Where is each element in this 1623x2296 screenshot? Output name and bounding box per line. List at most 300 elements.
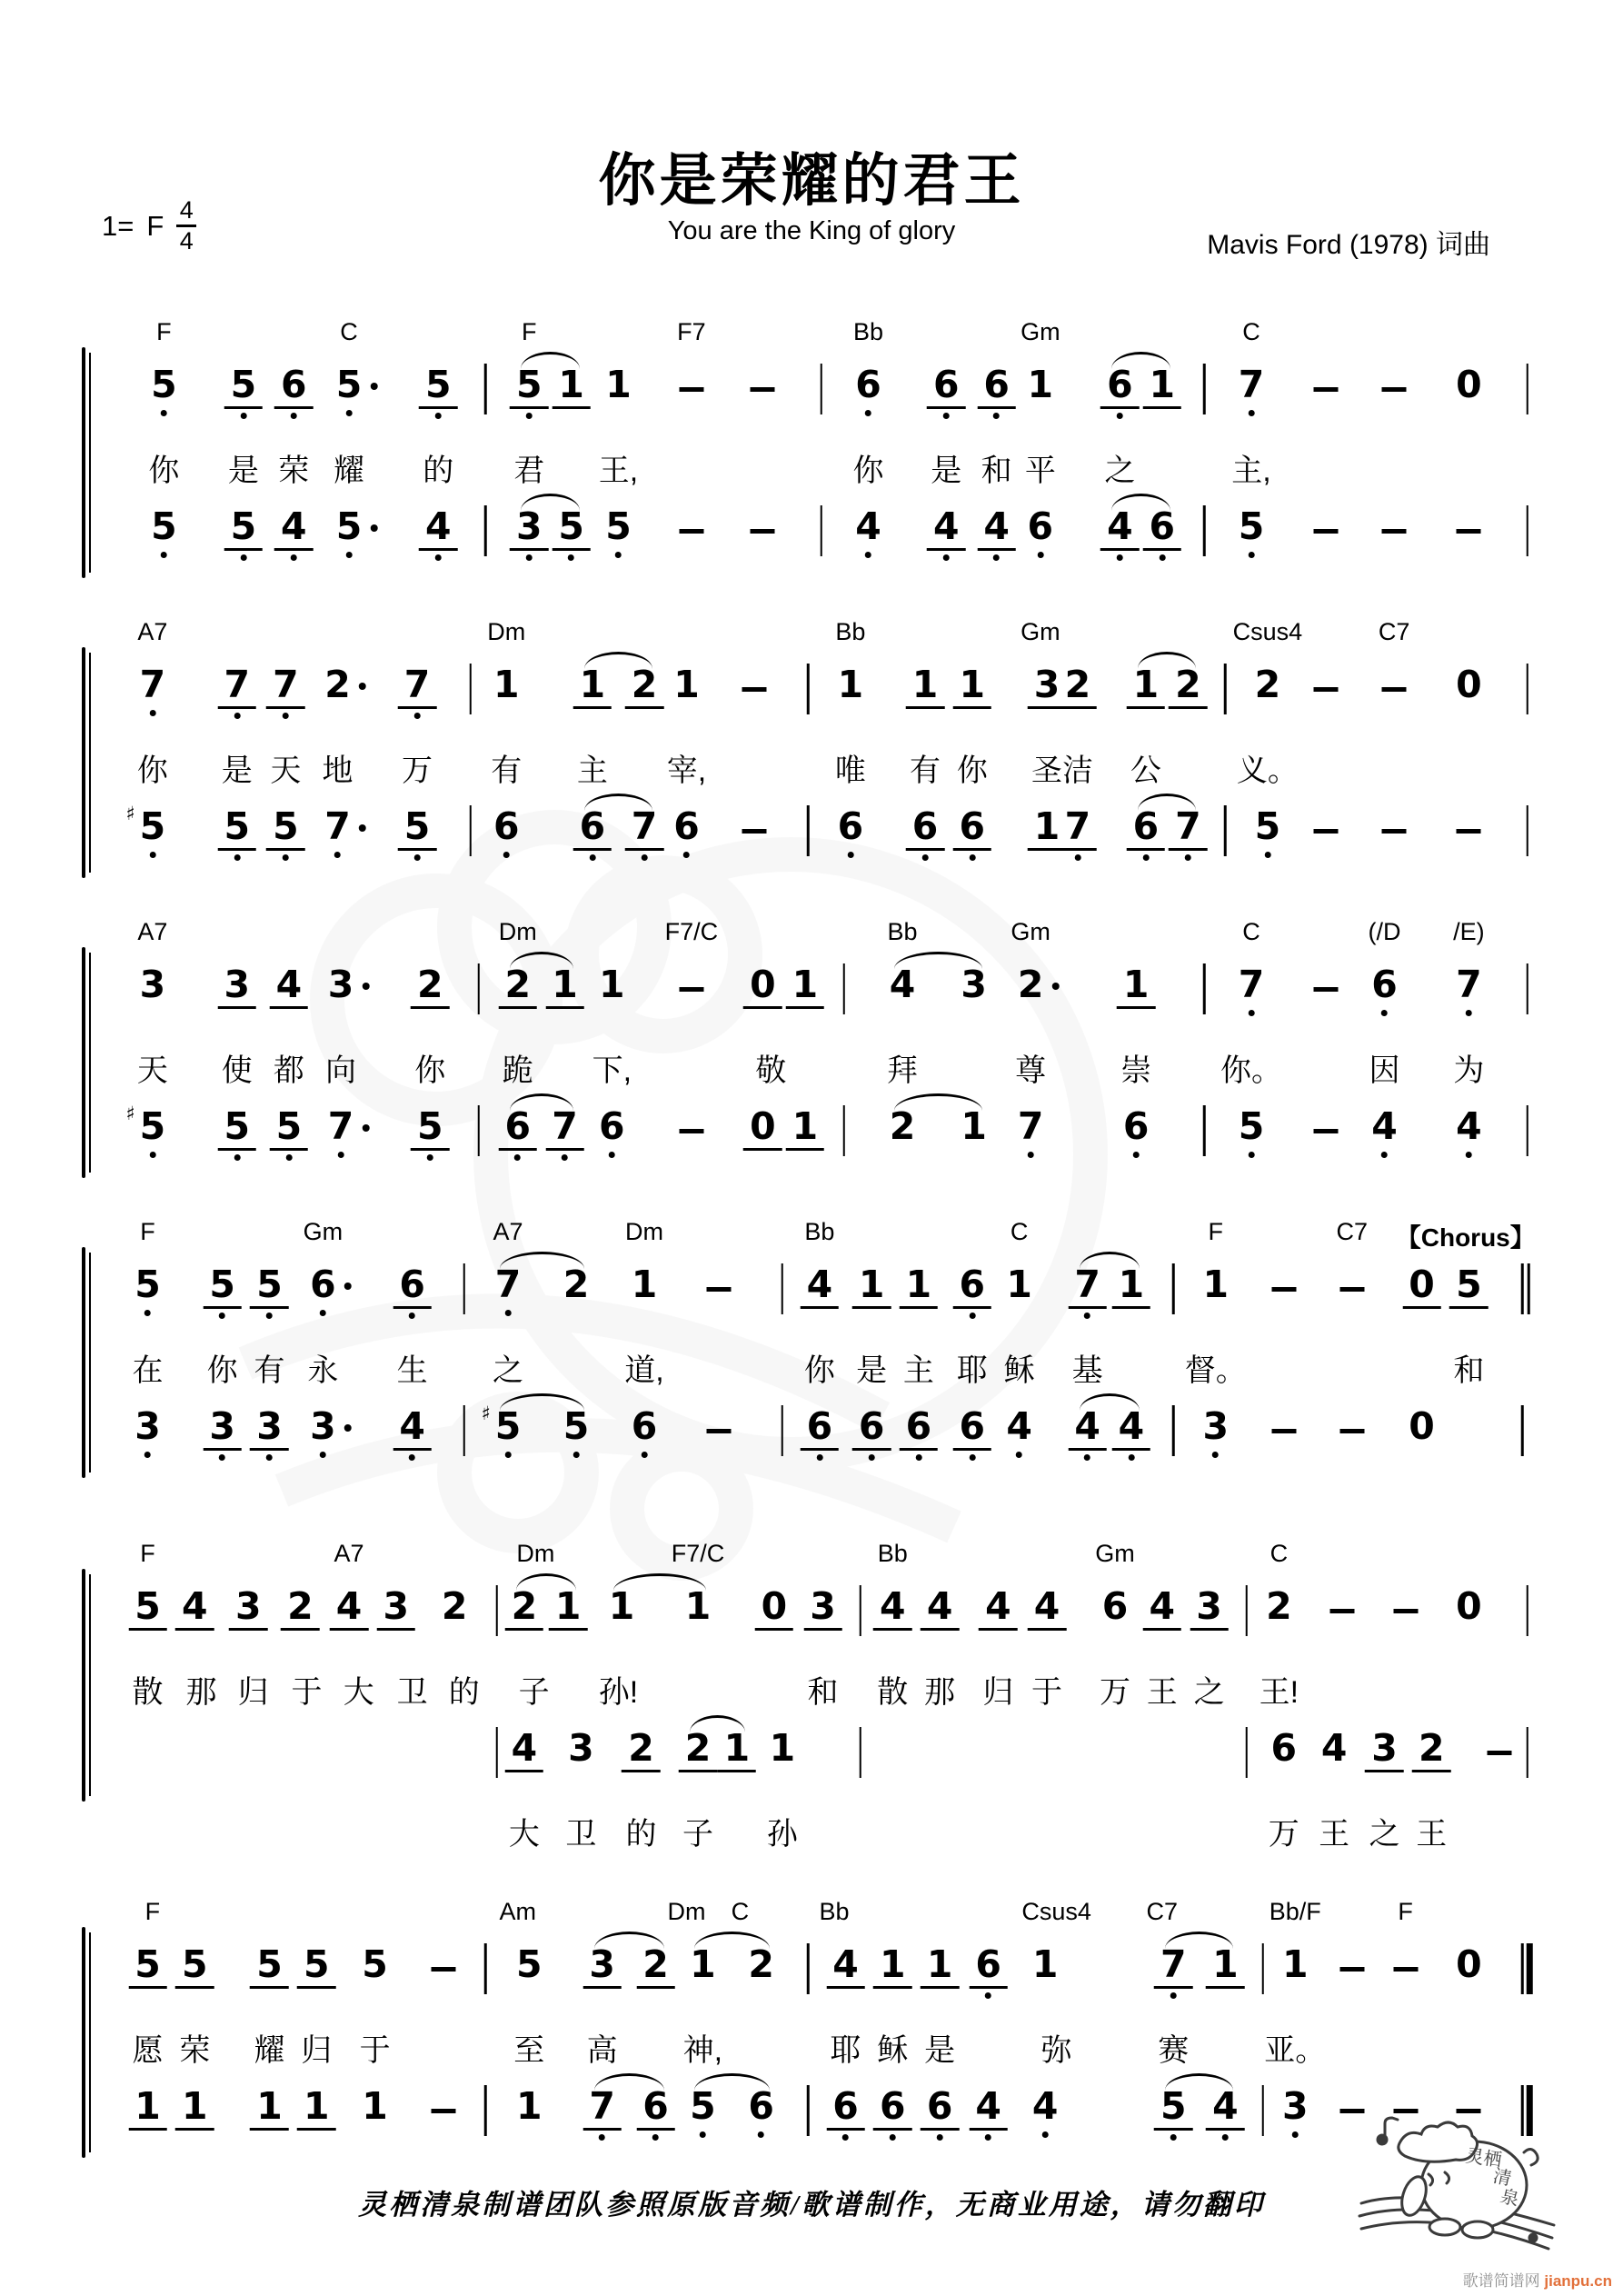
note <box>1154 1942 1193 1999</box>
dash-note <box>679 1129 703 1133</box>
note <box>801 1404 840 1461</box>
octave-dot <box>234 1154 240 1161</box>
note-digit: 3 <box>582 1945 622 1989</box>
note <box>1402 1404 1441 1448</box>
note <box>134 965 173 1006</box>
note-digit: 1 <box>1206 1945 1245 1989</box>
lyric-char: 和 <box>1453 1353 1485 1388</box>
note <box>979 1584 1018 1631</box>
lyric-char: 耀 <box>333 454 364 488</box>
note-digit: 4 <box>1320 1726 1348 1770</box>
note <box>1249 665 1288 706</box>
note <box>622 1726 661 1772</box>
lyric-char: 有 <box>254 1353 285 1388</box>
chord-label: C <box>1270 1540 1289 1567</box>
note-digit: 4 <box>175 1587 214 1631</box>
note-digit: 4 <box>977 507 1016 551</box>
barline <box>1245 1585 1248 1636</box>
logo-text: 清 <box>1490 2166 1514 2191</box>
dash-note <box>679 387 703 392</box>
score <box>0 316 1623 2196</box>
note <box>1232 1104 1271 1158</box>
note-digit: 5 ♯ <box>481 1403 522 1448</box>
note-digit: 6 <box>1127 807 1166 851</box>
note <box>1169 804 1208 861</box>
octave-dot <box>1185 854 1191 861</box>
note <box>831 665 871 706</box>
note <box>274 504 314 561</box>
note <box>270 1104 309 1161</box>
note <box>304 1404 343 1458</box>
lyric-char: 那 <box>924 1675 956 1710</box>
note <box>318 665 357 706</box>
note <box>1449 1584 1489 1628</box>
note-digit: 1 <box>786 965 825 1009</box>
note <box>1000 1265 1039 1306</box>
augmentation-dot <box>370 524 377 532</box>
note-digit: 7 <box>1238 963 1265 1006</box>
note-digit: 1 <box>573 665 612 709</box>
note-digit: 0 <box>1409 1404 1435 1448</box>
lyric-char: 之 <box>1104 454 1136 488</box>
octave-dot <box>526 554 533 561</box>
chord-label: F <box>1398 1898 1413 1925</box>
notes-row <box>0 1093 1623 1176</box>
lyric-char: 道, <box>624 1353 664 1388</box>
note <box>1264 1726 1303 1770</box>
note <box>144 365 184 416</box>
octave-dot <box>1159 554 1165 561</box>
note-digit: 4 <box>270 965 309 1009</box>
dash-note <box>1271 1287 1296 1292</box>
note <box>573 804 612 861</box>
note-digit: 6 <box>599 1104 625 1148</box>
note <box>852 1265 891 1309</box>
chord-label: Bb/F <box>1269 1898 1321 1925</box>
note <box>1117 1104 1156 1158</box>
footer-note: 灵栖清泉制谱团队参照原版音频/歌谱制作，无商业用途，请勿翻印 <box>358 2189 1265 2221</box>
note <box>969 2084 1008 2141</box>
octave-dot <box>1466 1010 1472 1016</box>
octave-dot <box>842 2134 849 2141</box>
barline <box>484 2085 487 2136</box>
lyric-char: 生 <box>396 1353 428 1388</box>
dash-note <box>1393 1967 1418 1972</box>
barline <box>1526 1105 1528 1156</box>
note-digit: 5 <box>419 365 458 409</box>
note <box>128 1265 167 1316</box>
note-digit: 5 <box>330 507 369 548</box>
note-digit: 3 <box>322 965 361 1006</box>
barline <box>463 1405 466 1456</box>
lyric-char: 的 <box>423 454 454 488</box>
note <box>330 365 369 416</box>
octave-dot <box>985 1992 991 1999</box>
note <box>1365 1104 1404 1158</box>
note-digit: 1 <box>690 1942 716 1986</box>
note-digit: 6 <box>837 804 864 848</box>
augmentation-dot <box>359 824 366 832</box>
dash-note <box>431 2109 455 2113</box>
note <box>1232 365 1271 416</box>
site-watermark <box>1463 2268 1612 2291</box>
note <box>557 1265 596 1306</box>
note <box>743 965 782 1009</box>
note <box>419 365 458 419</box>
barline <box>807 2085 810 2136</box>
lyric-char: 卫 <box>565 1817 597 1852</box>
note-digit: 5 <box>1449 1265 1489 1309</box>
note-digit: 5 <box>563 1404 590 1448</box>
lyric-char: 向 <box>325 1053 357 1088</box>
chords-row <box>0 1538 1623 1572</box>
dash-note <box>1457 829 1481 834</box>
note-digit: 3 <box>377 1587 416 1631</box>
note <box>927 365 966 419</box>
note-digit: 6 <box>493 804 520 848</box>
note <box>128 1404 167 1458</box>
chord-label: Dm <box>487 618 526 645</box>
note <box>377 1584 416 1631</box>
notes-row <box>0 351 1623 434</box>
lyric-char: 洁 <box>1061 754 1093 788</box>
note-digit: 1 <box>769 1726 796 1770</box>
lyric-char: 之 <box>1193 1675 1225 1710</box>
note-digit: 4 <box>1031 2084 1059 2128</box>
note-digit: 4 <box>801 1265 840 1309</box>
chord-label: C <box>1242 918 1260 945</box>
lyric-char: 你 <box>956 754 988 788</box>
note-digit: 5 <box>1238 504 1265 548</box>
note-digit: 0 <box>1402 1265 1441 1309</box>
note-digit: 4 <box>1112 1407 1151 1451</box>
chord-label: C <box>1242 318 1260 345</box>
octave-dot <box>219 1313 225 1319</box>
page-title: 你是荣耀的君王 <box>598 149 1025 213</box>
note-digit: 4 <box>274 507 314 551</box>
barline <box>1526 1727 1528 1778</box>
note <box>954 965 993 1006</box>
dash-note <box>1457 529 1481 534</box>
barline <box>1203 1105 1206 1156</box>
lyric-char: 之 <box>1369 1817 1400 1852</box>
barline <box>1526 1585 1528 1636</box>
chord-label: Bb <box>835 618 866 645</box>
note-digit: 1 <box>786 1107 825 1151</box>
logo-text: 泉 <box>1498 2186 1521 2211</box>
lyric-char: 耀 <box>254 2033 285 2068</box>
note <box>1276 1942 1315 1986</box>
octave-dot <box>993 413 1000 419</box>
lyric-char: 为 <box>1453 1053 1485 1088</box>
lyric-char: 主 <box>576 754 608 788</box>
note-digit: 6 <box>873 2087 912 2131</box>
note <box>883 1104 922 1148</box>
note <box>1449 965 1489 1016</box>
note <box>921 1942 960 1989</box>
note <box>1365 965 1404 1016</box>
note-digit: 3 <box>568 1726 594 1770</box>
chord-label: Am <box>499 1898 536 1925</box>
lyric-char: 神, <box>682 2033 723 2068</box>
note <box>921 1584 960 1631</box>
note <box>1412 1726 1451 1772</box>
note <box>1143 1584 1182 1631</box>
lyric-char: 散 <box>877 1675 909 1710</box>
note <box>134 665 173 716</box>
octave-dot <box>642 854 648 861</box>
key-prefix: 1= <box>102 209 134 242</box>
key-note: F <box>146 209 164 242</box>
octave-dot <box>409 1454 415 1461</box>
note <box>786 1104 825 1151</box>
lyric-char: 是 <box>856 1353 888 1388</box>
note <box>393 1404 432 1461</box>
note-digit: 1 <box>1028 807 1067 851</box>
chord-label: Bb <box>852 318 884 345</box>
note <box>826 1942 865 1989</box>
note <box>1068 1265 1107 1319</box>
note <box>505 1584 544 1631</box>
lyric-char: 是 <box>931 454 962 488</box>
note <box>203 1404 242 1461</box>
barline <box>1224 805 1227 856</box>
note-digit: 5 <box>217 807 256 851</box>
octave-dot <box>291 413 297 419</box>
note-digit: 5 ♯ <box>125 1103 166 1148</box>
lyric-char: 有 <box>910 754 941 788</box>
note-digit: 6 <box>1270 1726 1297 1770</box>
dash-note <box>742 829 767 834</box>
note <box>679 1584 718 1628</box>
note-digit: 3 <box>203 1407 242 1451</box>
dash-note <box>751 529 775 534</box>
note-digit: 6 <box>274 365 314 409</box>
note-digit: 5 <box>1154 2087 1193 2131</box>
chord-label: Csus4 <box>1021 1898 1091 1925</box>
note-digit: 3 <box>1190 1587 1229 1631</box>
note <box>625 1265 664 1306</box>
note <box>573 665 612 709</box>
note <box>742 1942 781 1986</box>
note <box>224 365 264 419</box>
note-digit: 5 <box>128 1587 167 1631</box>
barline <box>495 1727 498 1778</box>
sheep-logo-icon <box>1358 2105 1558 2260</box>
lyric-char: 和 <box>807 1675 839 1710</box>
note-digit: 2 <box>679 1729 718 1772</box>
note-digit: 3 <box>961 963 987 1006</box>
notes-row <box>0 1714 1623 1798</box>
lyric-char: 赛 <box>1158 2033 1190 2068</box>
note-digit: 5 <box>250 1945 289 1989</box>
note-digit: 6 <box>573 807 612 851</box>
note-digit: 0 <box>743 965 782 1009</box>
octave-dot <box>435 554 442 561</box>
chords-row <box>0 1216 1623 1251</box>
logo-text: 灵栖 <box>1464 2146 1503 2171</box>
note <box>266 665 305 719</box>
octave-dot <box>161 410 167 416</box>
chord-label: Gm <box>1011 918 1050 945</box>
octave-dot <box>1117 554 1123 561</box>
chord-label: C <box>1010 1218 1029 1245</box>
section-label: 【Chorus】 <box>1395 1223 1536 1252</box>
note <box>1232 965 1271 1016</box>
lyric-char: 王 <box>1146 1675 1178 1710</box>
site-domain: jianpu.cn <box>1544 2272 1612 2290</box>
time-top: 4 <box>179 196 194 224</box>
note <box>763 1726 802 1770</box>
note-digit: 6 <box>801 1407 840 1451</box>
note <box>1260 1584 1299 1628</box>
note-digit: 3 <box>139 963 166 1006</box>
lyric-char: 下, <box>592 1053 632 1088</box>
note-digit: 1 <box>1112 1265 1151 1309</box>
lyric-char: 归 <box>237 1675 269 1710</box>
note <box>411 1104 450 1161</box>
note <box>801 1265 840 1309</box>
note <box>1127 804 1166 861</box>
lyric-char: 大 <box>508 1817 540 1852</box>
octave-dot <box>1249 1152 1255 1158</box>
note <box>667 804 706 858</box>
note-digit: 6 <box>1122 1104 1150 1148</box>
chord-label: F <box>521 318 537 345</box>
note <box>683 2084 722 2138</box>
sharp-icon: ♯ <box>125 1103 135 1124</box>
dash-note <box>431 1967 455 1972</box>
barline <box>1245 1727 1248 1778</box>
note <box>883 965 922 1006</box>
octave-dot <box>149 1152 155 1158</box>
note <box>489 1265 528 1316</box>
dash-note <box>1314 1129 1339 1133</box>
lyric-char: 地 <box>322 754 353 788</box>
lyric-char: 亚。 <box>1264 2033 1327 2068</box>
note <box>582 2084 622 2141</box>
note-digit: 1 <box>837 663 864 706</box>
lyric-char: 跪 <box>502 1053 533 1088</box>
lyric-char: 子 <box>682 1817 713 1852</box>
octave-dot <box>589 854 595 861</box>
note <box>906 665 945 709</box>
note-digit: 5 <box>224 507 264 551</box>
chord-label: Gm <box>1095 1540 1135 1567</box>
octave-dot <box>609 1152 615 1158</box>
dash-note <box>1314 529 1339 534</box>
note-digit: 5 <box>605 504 632 548</box>
note <box>1028 1584 1067 1631</box>
note-digit: 1 <box>684 1584 712 1628</box>
octave-dot <box>345 410 352 416</box>
note-digit: 5 <box>203 1265 242 1309</box>
note <box>636 2084 675 2141</box>
note-digit: 7 <box>398 665 437 709</box>
note <box>900 1404 939 1461</box>
note <box>510 1942 549 1986</box>
note-digit: 4 <box>1028 1587 1067 1631</box>
note-digit: 1 <box>1006 1263 1032 1306</box>
barline <box>1224 664 1227 714</box>
note <box>144 504 184 558</box>
note-digit: 3 <box>134 1404 161 1448</box>
note-digit: 6 <box>1143 507 1182 551</box>
octave-dot <box>1249 552 1255 558</box>
note <box>419 504 458 561</box>
augmentation-dot <box>344 1283 352 1290</box>
note <box>636 1942 675 1989</box>
note <box>175 2084 214 2131</box>
note <box>1068 1404 1107 1461</box>
octave-dot <box>283 713 289 719</box>
lyrics-row <box>0 734 1623 793</box>
dash-note <box>707 1287 732 1292</box>
note <box>953 1265 992 1319</box>
note <box>1365 1726 1404 1772</box>
note-digit: 0 <box>1456 663 1482 706</box>
note-digit: 7 <box>1456 963 1482 1006</box>
dash-note <box>1382 687 1407 692</box>
note-digit: 3 <box>217 965 256 1009</box>
note-digit: 3 <box>1281 2084 1309 2128</box>
octave-dot <box>1222 2134 1229 2141</box>
barline <box>1261 2085 1264 2136</box>
barline <box>1172 1405 1175 1456</box>
note-digit: 1 <box>297 2087 336 2131</box>
note <box>743 1104 782 1151</box>
lyric-char: 王! <box>1259 1675 1299 1710</box>
barline <box>1203 963 1206 1014</box>
note <box>1276 2084 1315 2138</box>
octave-dot <box>161 552 167 558</box>
note <box>229 1584 268 1631</box>
note <box>1026 1942 1065 1986</box>
note-digit: 1 <box>1117 965 1156 1009</box>
system <box>0 616 1623 876</box>
octave-dot <box>526 413 533 419</box>
lyric-char: 是 <box>227 454 259 488</box>
note-digit: 1 <box>515 2084 543 2128</box>
lyric-char: 孙! <box>598 1675 639 1710</box>
note <box>592 965 632 1006</box>
note-digit: 4 <box>927 507 966 551</box>
chord-label: Dm <box>516 1540 555 1567</box>
site-name: 歌谱简谱网 <box>1462 2272 1540 2290</box>
lyric-char: 万 <box>402 754 433 788</box>
octave-dot <box>915 1454 921 1461</box>
augmentation-dot <box>359 683 366 690</box>
note-digit: 1 <box>552 365 591 409</box>
note <box>355 2084 394 2128</box>
lyric-char: 尊 <box>1015 1053 1047 1088</box>
note-digit: 4 <box>1006 1404 1032 1448</box>
barline <box>820 364 822 414</box>
note <box>831 804 871 858</box>
augmentation-dot <box>362 983 369 990</box>
octave-dot <box>149 852 155 858</box>
note <box>582 1942 622 1989</box>
note-digit: 1 <box>852 1265 891 1309</box>
note-digit: 7 <box>217 665 256 709</box>
lyric-char: 公 <box>1130 754 1161 788</box>
note-digit: 5 <box>151 363 177 406</box>
note-digit: 1 <box>1027 363 1054 406</box>
note <box>270 965 309 1009</box>
barline <box>1521 1263 1524 1314</box>
note-digit: 5 <box>398 807 437 851</box>
lyric-char: 天 <box>270 754 302 788</box>
